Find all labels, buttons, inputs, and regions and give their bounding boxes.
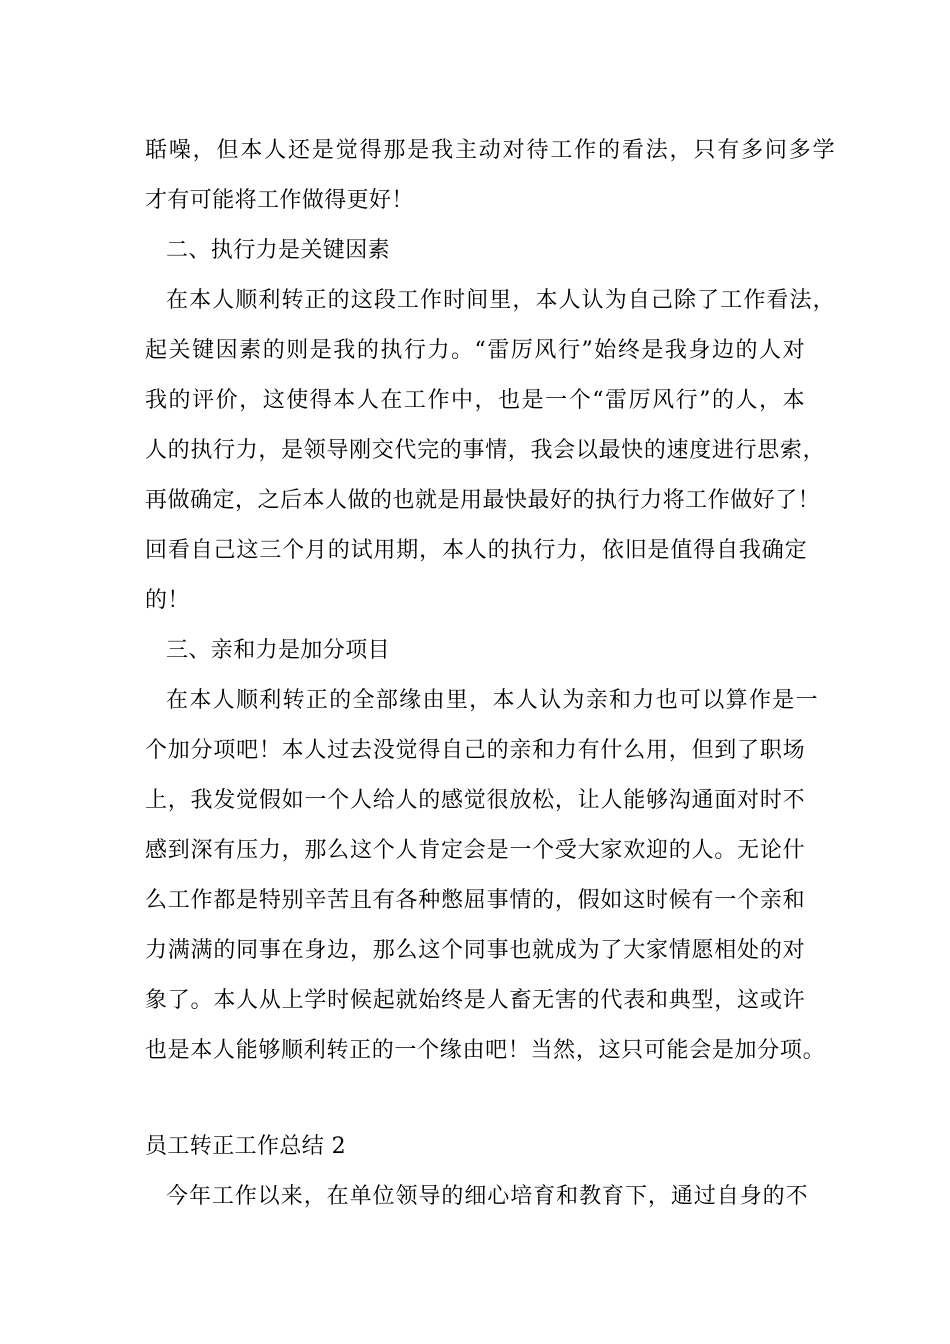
paragraph-line: 聒噪，但本人还是觉得那是我主动对待工作的看法，只有多问多学 <box>145 138 835 163</box>
paragraph-line: 上，我发觉假如一个人给人的感觉很放松，让人能够沟通面对时不 <box>145 788 805 813</box>
paragraph-line: 的！ <box>145 588 190 613</box>
paragraph-line: 回看自己这三个月的试用期，本人的执行力，依旧是值得自我确定 <box>145 538 807 563</box>
paragraph-line: 力满满的同事在身边，那么这个同事也就成为了大家情愿相处的对 <box>145 938 805 963</box>
paragraph-line: 感到深有压力，那么这个人肯定会是一个受大家欢迎的人。无论什 <box>145 838 805 863</box>
paragraph-line: 我的评价，这使得本人在工作中，也是一个“雷厉风行”的人，本 <box>145 388 805 413</box>
paragraph-line: 在本人顺利转正的这段工作时间里，本人认为自己除了工作看法， <box>166 288 835 313</box>
paragraph-line: 才有可能将工作做得更好！ <box>145 188 414 213</box>
paragraph-line: 人的执行力，是领导刚交代完的事情，我会以最快的速度进行思索， <box>145 438 825 463</box>
paragraph-line: 在本人顺利转正的全部缘由里，本人认为亲和力也可以算作是一 <box>166 688 818 713</box>
paragraph-line: 起关键因素的则是我的执行力。“雷厉风行”始终是我身边的人对 <box>145 338 805 363</box>
paragraph-line: 象了。本人从上学时候起就始终是人畜无害的代表和典型，这或许 <box>145 988 805 1013</box>
paragraph-line: 么工作都是特别辛苦且有各种憋屈事情的，假如这时候有一个亲和 <box>145 888 805 913</box>
paragraph-line: 也是本人能够顺利转正的一个缘由吧！当然，这只可能会是加分项。 <box>145 1038 825 1063</box>
section-heading: 二、执行力是关键因素 <box>166 238 391 263</box>
paragraph-line: 再做确定，之后本人做的也就是用最快最好的执行力将工作做好了！ <box>145 488 820 513</box>
paragraph-line: 个加分项吧！本人过去没觉得自己的亲和力有什么用，但到了职场 <box>145 738 805 763</box>
paragraph-line: 今年工作以来，在单位领导的细心培育和教育下，通过自身的不 <box>166 1184 808 1209</box>
document-subtitle: 员工转正工作总结 2 <box>145 1134 346 1159</box>
section-heading: 三、亲和力是加分项目 <box>166 638 391 663</box>
